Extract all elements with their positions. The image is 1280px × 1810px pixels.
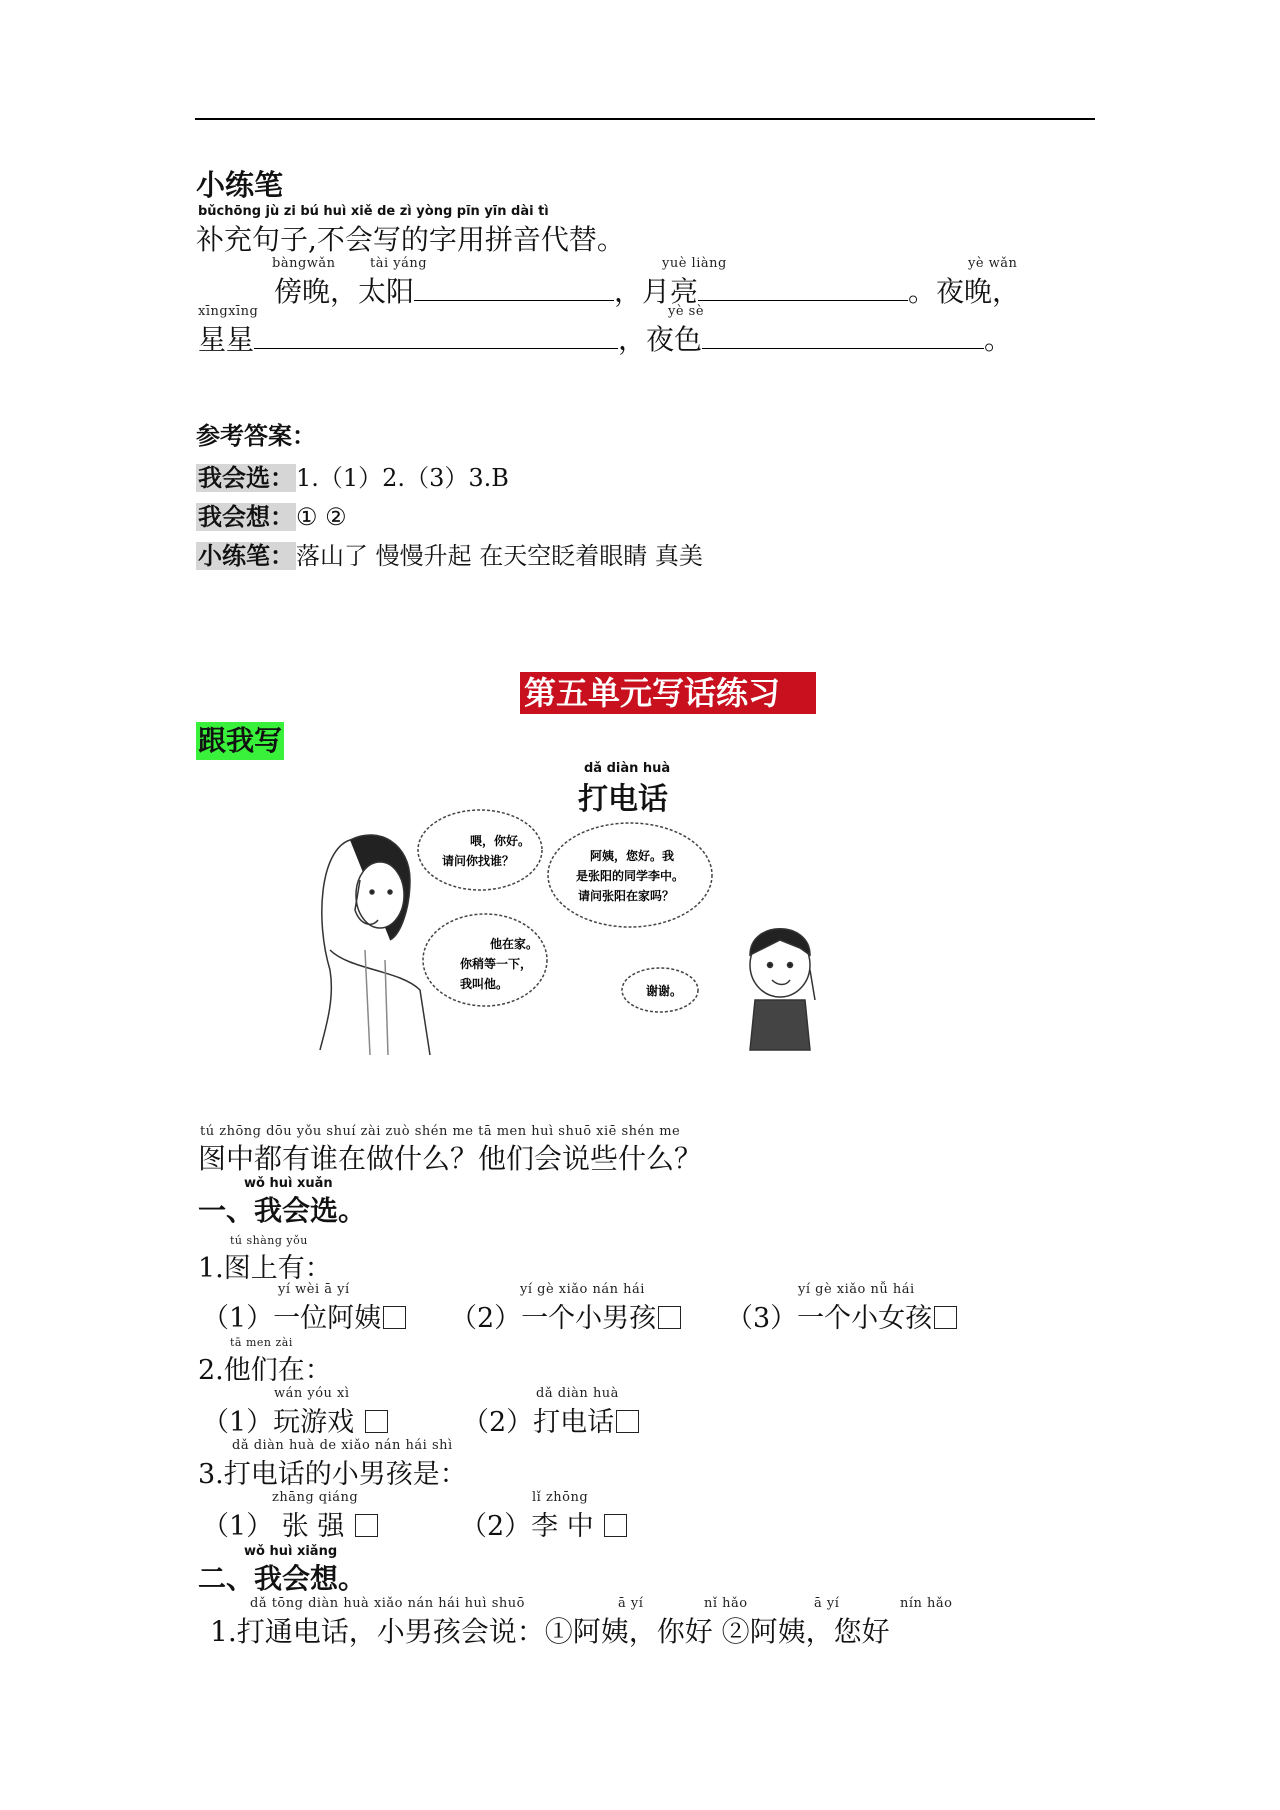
q3-pinyin: dǎ diàn huà de xiǎo nán hái shì: [232, 1438, 453, 1453]
q3-checkbox-2[interactable]: [604, 1514, 627, 1537]
answer-text-2: ① ②: [296, 503, 347, 531]
bubble-4-line-1: 谢谢。: [646, 984, 683, 998]
q3-opt2-pinyin: lǐ zhōng: [532, 1490, 589, 1505]
follow-tag: 跟我写: [196, 722, 284, 760]
fill-line-2-b: ，夜色: [618, 323, 703, 356]
q2-checkbox-2[interactable]: [616, 1410, 639, 1433]
phone-call-illustration: [310, 800, 850, 1060]
blank-2[interactable]: [698, 276, 908, 301]
q2-option-2[interactable]: [462, 1400, 639, 1439]
q1-opt3-pinyin: yí gè xiǎo nǚ hái: [798, 1282, 915, 1297]
q1-option-1[interactable]: [202, 1296, 406, 1335]
woman-figure: [320, 835, 430, 1055]
pinyin-xingxing: xīngxīng: [198, 304, 259, 319]
unit-title: 第五单元写话练习: [520, 672, 816, 714]
fill-line-2-a: 星星: [198, 323, 255, 356]
header-rule: [195, 118, 1095, 120]
prompt-text: 图中都有谁在做什么？他们会说些什么？: [198, 1142, 703, 1175]
answer-row-1: [196, 458, 509, 493]
q2-option-2-label: （2）打电话: [462, 1407, 615, 1438]
instruction-pinyin: bǔchōng jù zi bú huì xiě de zì yòng pīn yīn dài tì: [198, 204, 549, 219]
q1-checkbox-1[interactable]: [383, 1306, 406, 1329]
q3-checkbox-1[interactable]: [355, 1514, 378, 1537]
q2-checkbox-1[interactable]: [365, 1410, 388, 1433]
sec2-heading: 二、我会想。: [198, 1562, 367, 1595]
bubble-3-line-1: 他在家。: [490, 937, 539, 951]
q1-text: 1.图上有：: [198, 1253, 332, 1284]
pinyin-yueliang: yuè liàng: [662, 256, 727, 271]
q2-opt1-pinyin: wán yóu xì: [274, 1386, 350, 1401]
sec2-pinyin: wǒ huì xiǎng: [244, 1544, 338, 1559]
q1-checkbox-2[interactable]: [658, 1306, 681, 1329]
q1-pinyin: tú shàng yǒu: [230, 1234, 308, 1247]
q1-opt2-pinyin: yí gè xiǎo nán hái: [520, 1282, 645, 1297]
fill-line-2-c: 。: [984, 323, 1013, 356]
t1-pinyin-2: ā yí: [618, 1596, 644, 1611]
q2-text: 2.他们在：: [198, 1355, 332, 1386]
answer-row-3: [196, 536, 703, 571]
fill-line-2: [198, 318, 1012, 358]
bubble-3-line-3: 我叫他。: [460, 977, 509, 991]
q3-option-1-label: （1） 张 强: [202, 1511, 353, 1542]
bubble-2-line-3: 请问张阳在家吗？: [578, 889, 675, 903]
sec1-heading: 一、我会选。: [198, 1194, 367, 1227]
pinyin-yese: yè sè: [668, 304, 705, 319]
sec1-pinyin: wǒ huì xuǎn: [244, 1176, 333, 1191]
answers-heading: 参考答案：: [196, 422, 316, 450]
bubble-1-line-2: 请问你找谁？: [442, 854, 515, 868]
pinyin-yewan: yè wǎn: [968, 256, 1018, 271]
answer-text-1: 1.（1）2.（3）3.B: [296, 464, 509, 492]
bubble-1-line-1: 喂，你好。: [470, 834, 531, 848]
q2-option-1-label: （1）玩游戏: [202, 1407, 363, 1438]
q2-pinyin: tā men zài: [230, 1336, 293, 1349]
q3-option-1[interactable]: [202, 1504, 378, 1543]
bubble-2-line-2: 是张阳的同学李中。: [576, 869, 685, 883]
q3-text: 3.打电话的小男孩是：: [198, 1459, 467, 1490]
bubble-3-line-2: 你稍等一下，: [460, 957, 533, 971]
think-item-1: 1.打通电话，小男孩会说：①阿姨，你好 ②阿姨，您好: [210, 1615, 890, 1648]
pinyin-taiyang: tài yáng: [370, 256, 428, 271]
q2-option-1[interactable]: [202, 1400, 388, 1439]
practice-heading: 小练笔: [196, 168, 284, 202]
q1-option-2-label: （2）一个小男孩: [450, 1303, 657, 1334]
blank-1[interactable]: [414, 276, 614, 301]
q3-opt1-pinyin: zhāng qiáng: [272, 1490, 359, 1505]
fill-line-1-a: 傍晚，太阳: [274, 275, 415, 308]
answer-text-3: 落山了 慢慢升起 在天空眨着眼睛 真美: [296, 542, 703, 570]
answer-row-2: [196, 497, 347, 532]
fill-line-1-b: ，月亮: [614, 275, 699, 308]
answer-label-3: 小练笔：: [198, 542, 294, 570]
bubble-2-line-1: 阿姨，您好。我: [590, 849, 675, 863]
t1-pinyin-5: nín hǎo: [900, 1596, 953, 1611]
q2-opt2-pinyin: dǎ diàn huà: [536, 1386, 619, 1401]
fill-line-1-c: 。夜晚，: [908, 275, 1021, 308]
q1-option-3[interactable]: [726, 1296, 957, 1335]
fill-line-1: [274, 270, 1020, 310]
t1-pinyin-3: nǐ hǎo: [704, 1596, 748, 1611]
pinyin-bangwan: bàngwǎn: [272, 256, 336, 271]
t1-pinyin-1: dǎ tōng diàn huà xiǎo nán hái huì shuō: [250, 1596, 525, 1611]
q1-option-3-label: （3）一个小女孩: [726, 1303, 933, 1334]
q1-option-2[interactable]: [450, 1296, 681, 1335]
answer-label-1: 我会选：: [198, 464, 294, 492]
q1-option-1-label: （1）一位阿姨: [202, 1303, 382, 1334]
q3-option-2[interactable]: [460, 1504, 627, 1543]
instruction-text: 补充句子,不会写的字用拼音代替。: [196, 223, 625, 256]
topic-pinyin: dǎ diàn huà: [584, 761, 671, 776]
blank-3[interactable]: [254, 324, 618, 349]
topic-title: 打电话: [578, 782, 668, 817]
q1-opt1-pinyin: yí wèi ā yí: [278, 1282, 350, 1297]
blank-4[interactable]: [702, 324, 984, 349]
t1-pinyin-4: ā yí: [814, 1596, 840, 1611]
prompt-pinyin: tú zhōng dōu yǒu shuí zài zuò shén me tā men huì shuō xiē shén me: [200, 1124, 681, 1139]
q3-option-2-label: （2）李 中: [460, 1511, 603, 1542]
answer-label-2: 我会想：: [198, 503, 294, 531]
boy-figure: [750, 929, 815, 1050]
q1-checkbox-3[interactable]: [934, 1306, 957, 1329]
